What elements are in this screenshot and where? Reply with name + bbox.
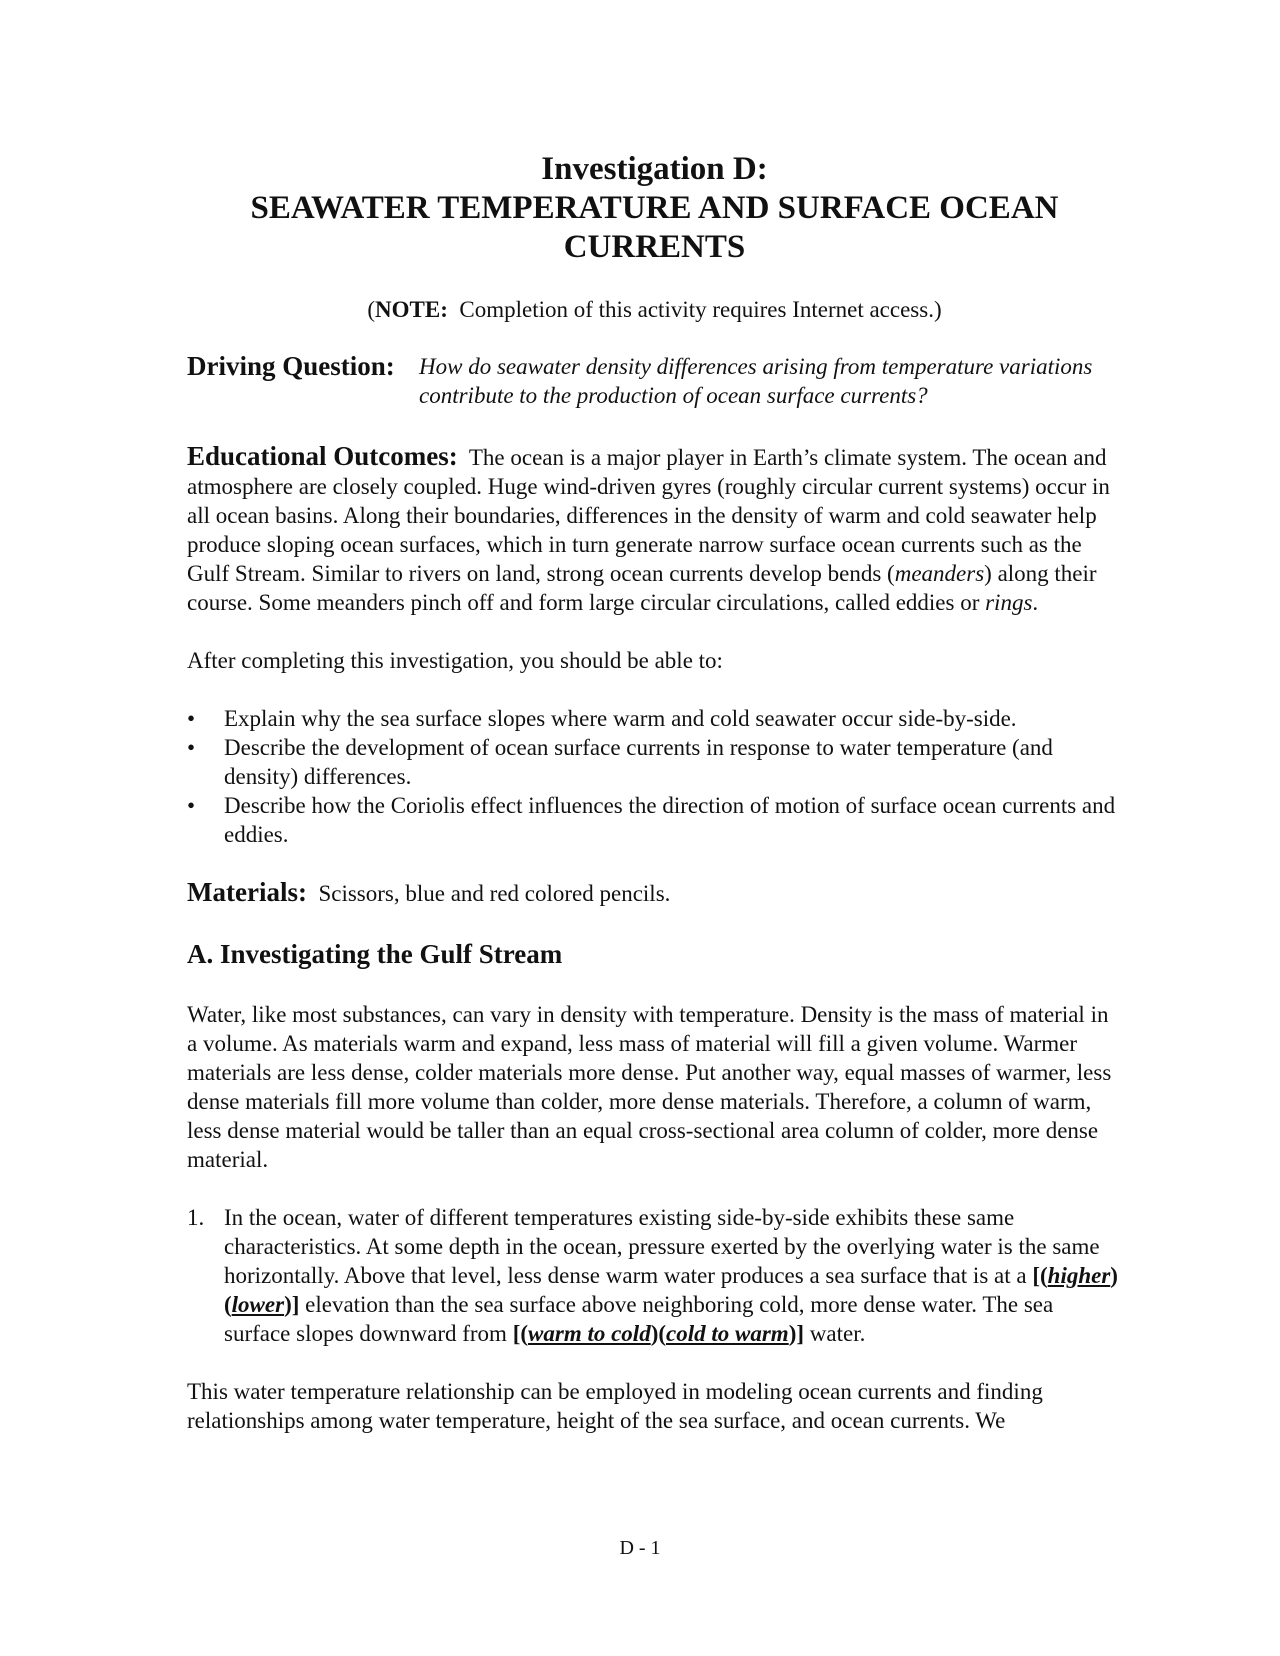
note-line (187, 295, 1122, 324)
note-open: ( (367, 297, 376, 322)
choice-warm-to-cold[interactable]: warm to cold (528, 1321, 651, 1346)
question-1 (187, 1203, 1122, 1348)
bracket-close-1: )] (284, 1292, 300, 1317)
bracket-mid-2: )( (650, 1321, 667, 1346)
bullet-icon: • (187, 793, 196, 818)
after-completing-text: After completing this investigation, you should be able to: (187, 648, 723, 673)
materials (187, 878, 1122, 908)
bracket-open-2: [( (512, 1321, 529, 1346)
choice-cold-to-warm[interactable]: cold to warm (666, 1321, 789, 1346)
bracket-mid-1: )( (224, 1263, 1118, 1317)
closing-paragraph: This water temperature relationship can be employed in modeling ocean currents and finding relationships among water temperature, height of the sea surface, and ocean currents. We (187, 1379, 1043, 1433)
section-a-heading: A. Investigating the Gulf Stream (187, 939, 563, 969)
educational-outcomes-end: . (1032, 590, 1039, 615)
page-number: D - 1 (619, 1537, 661, 1559)
outcomes-list (187, 704, 1122, 849)
question-1-number: 1. (187, 1205, 205, 1230)
educational-outcomes-text-1: The ocean is a major player in Earth’s climate system. The ocean and atmosphere are closely coupled. Huge wind-driven gyres (roughly circular current systems) occur in all ocean basins. Along their boundaries, differences in the density of warm and cold seawater help produce sloping ocean surfaces, which in turn generate narrow surface ocean currents such as the Gulf Stream. Similar to rivers on land, strong ocean currents develop bends ( (187, 445, 1110, 586)
list-item-text: Describe how the Coriolis effect influences the direction of motion of surface ocean currents and eddies. (224, 793, 1116, 847)
question-1-text-a: In the ocean, water of different temperatures existing side-by-side exhibits these same characteristics. At some depth in the ocean, pressure exerted by the overlying water is the same horizontally. Above that level, less dense warm water produces a sea surface that is at a (224, 1205, 1100, 1288)
driving-question (187, 352, 1122, 410)
educational-outcomes (187, 442, 1122, 617)
choice-lower[interactable]: lower (231, 1292, 285, 1317)
driving-question-label: Driving Question: (187, 351, 395, 381)
section-a-paragraph: Water, like most substances, can vary in density with temperature. Density is the mass of material in a volume. As materials warm and expand, less mass of material will fill a given volume. Warmer materials are less dense, colder materials more dense. Put another way, equal masses of warmer, less dense materials fill more volume than colder, more dense materials. Therefore, a column of warm, less dense material would be taller than an equal cross-sectional area column of colder, more dense material. (187, 1002, 1112, 1172)
bullet-icon: • (187, 735, 196, 760)
page-content (187, 150, 1122, 1435)
note-text: Completion of this activity requires Internet access.) (447, 297, 942, 322)
educational-outcomes-label: Educational Outcomes: (187, 441, 458, 471)
materials-text: Scissors, blue and red colored pencils. (318, 881, 671, 906)
title-block (187, 150, 1122, 267)
title-line-2: SEAWATER TEMPERATURE AND SURFACE OCEAN CURRENTS (250, 190, 1059, 265)
bracket-close-2: )] (788, 1321, 805, 1346)
question-1-text-c: water. (804, 1321, 866, 1346)
question-1-text (224, 1203, 1122, 1348)
list-item (187, 704, 1122, 733)
question-1-text-b: elevation than the sea surface above neighboring cold, more dense water. The sea surface slopes downward from (224, 1292, 1054, 1346)
choice-higher[interactable]: higher (1047, 1263, 1111, 1288)
meanders-term: meanders (894, 561, 985, 586)
rings-term: rings (985, 590, 1033, 615)
list-item (187, 791, 1122, 849)
title-line-1: Investigation D: (541, 151, 768, 187)
educational-outcomes-text-2: ) along their course. Some meanders pinch off and form large circular circulations, called eddies or (187, 561, 1097, 615)
bullet-icon: • (187, 706, 196, 731)
driving-question-text: How do seawater density differences arising from temperature variations contribute to the production of ocean surface currents? (419, 354, 1093, 408)
list-item-text: Describe the development of ocean surface currents in response to water temperature (and density) differences. (224, 735, 1053, 789)
note-label: NOTE: (375, 297, 448, 322)
bracket-open-1: [( (1032, 1263, 1048, 1288)
materials-label: Materials: (187, 877, 307, 907)
list-item (187, 733, 1122, 791)
list-item-text: Explain why the sea surface slopes where warm and cold seawater occur side-by-side. (224, 706, 1017, 731)
